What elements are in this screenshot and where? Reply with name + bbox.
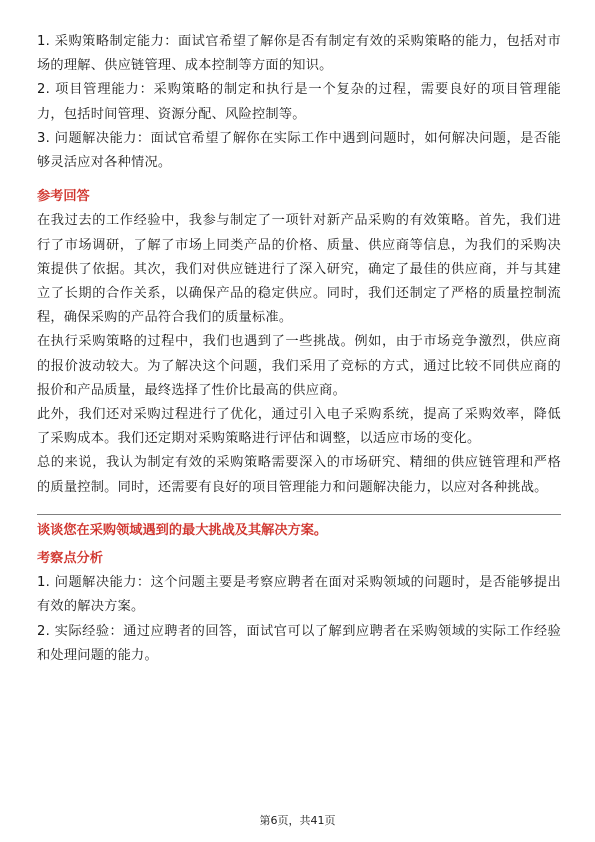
page-number: 第6页，共41页 — [259, 814, 336, 827]
document-page — [37, 30, 561, 668]
criteria-item: 3. 问题解决能力：面试官希望了解你在实际工作中遇到问题时，如何解决问题，是否能够灵活应对各种情况。 — [37, 130, 561, 171]
criteria-list — [37, 30, 561, 175]
analysis-list — [37, 571, 561, 668]
section-divider — [37, 514, 561, 515]
reference-answer-body — [37, 209, 561, 499]
reference-answer-heading: 参考回答 — [37, 189, 90, 205]
question-title: 谈谈您在采购领域遇到的最大挑战及其解决方案。 — [37, 522, 328, 538]
answer-paragraph: 在我过去的工作经验中，我参与制定了一项针对新产品采购的有效策略。首先，我们进行了市场调研，了解了市场上同类产品的价格、质量、供应商等信息，为我们的采购决策提供了依据。其次，我们对供应链进行了深入研究，确定了最佳的供应商，并与其建立了长期的合作关系，以确保产品的稳定供应。同时，我们还制定了严格的质量控制流程，确保采购的产品符合我们的质量标准。 — [37, 213, 561, 326]
answer-paragraph: 总的来说，我认为制定有效的采购策略需要深入的市场研究、精细的供应链管理和严格的质量控制。同时，还需要有良好的项目管理能力和问题解决能力，以应对各种挑战。 — [37, 455, 561, 495]
analysis-item: 1. 问题解决能力：这个问题主要是考察应聘者在面对采购领域的问题时，是否能够提出有效的解决方案。 — [37, 575, 561, 615]
criteria-item: 2. 项目管理能力：采购策略的制定和执行是一个复杂的过程，需要良好的项目管理能力，包括时间管理、资源分配、风险控制等。 — [37, 82, 561, 122]
analysis-item: 2. 实际经验：通过应聘者的回答，面试官可以了解到应聘者在采购领域的实际工作经验和处理问题的能力。 — [37, 623, 561, 663]
answer-paragraph: 在执行采购策略的过程中，我们也遇到了一些挑战。例如，由于市场竞争激烈，供应商的报价波动较大。为了解决这个问题，我们采用了竞标的方式，通过比较不同供应商的报价和产品质量，最终选择了性价比最高的供应商。 — [37, 334, 561, 398]
analysis-heading: 考察点分析 — [37, 551, 103, 567]
answer-paragraph: 此外，我们还对采购过程进行了优化，通过引入电子采购系统，提高了采购效率，降低了采购成本。我们还定期对采购策略进行评估和调整，以适应市场的变化。 — [37, 407, 561, 447]
criteria-item: 1. 采购策略制定能力：面试官希望了解你是否有制定有效的采购策略的能力，包括对市场的理解、供应链管理、成本控制等方面的知识。 — [37, 34, 561, 74]
